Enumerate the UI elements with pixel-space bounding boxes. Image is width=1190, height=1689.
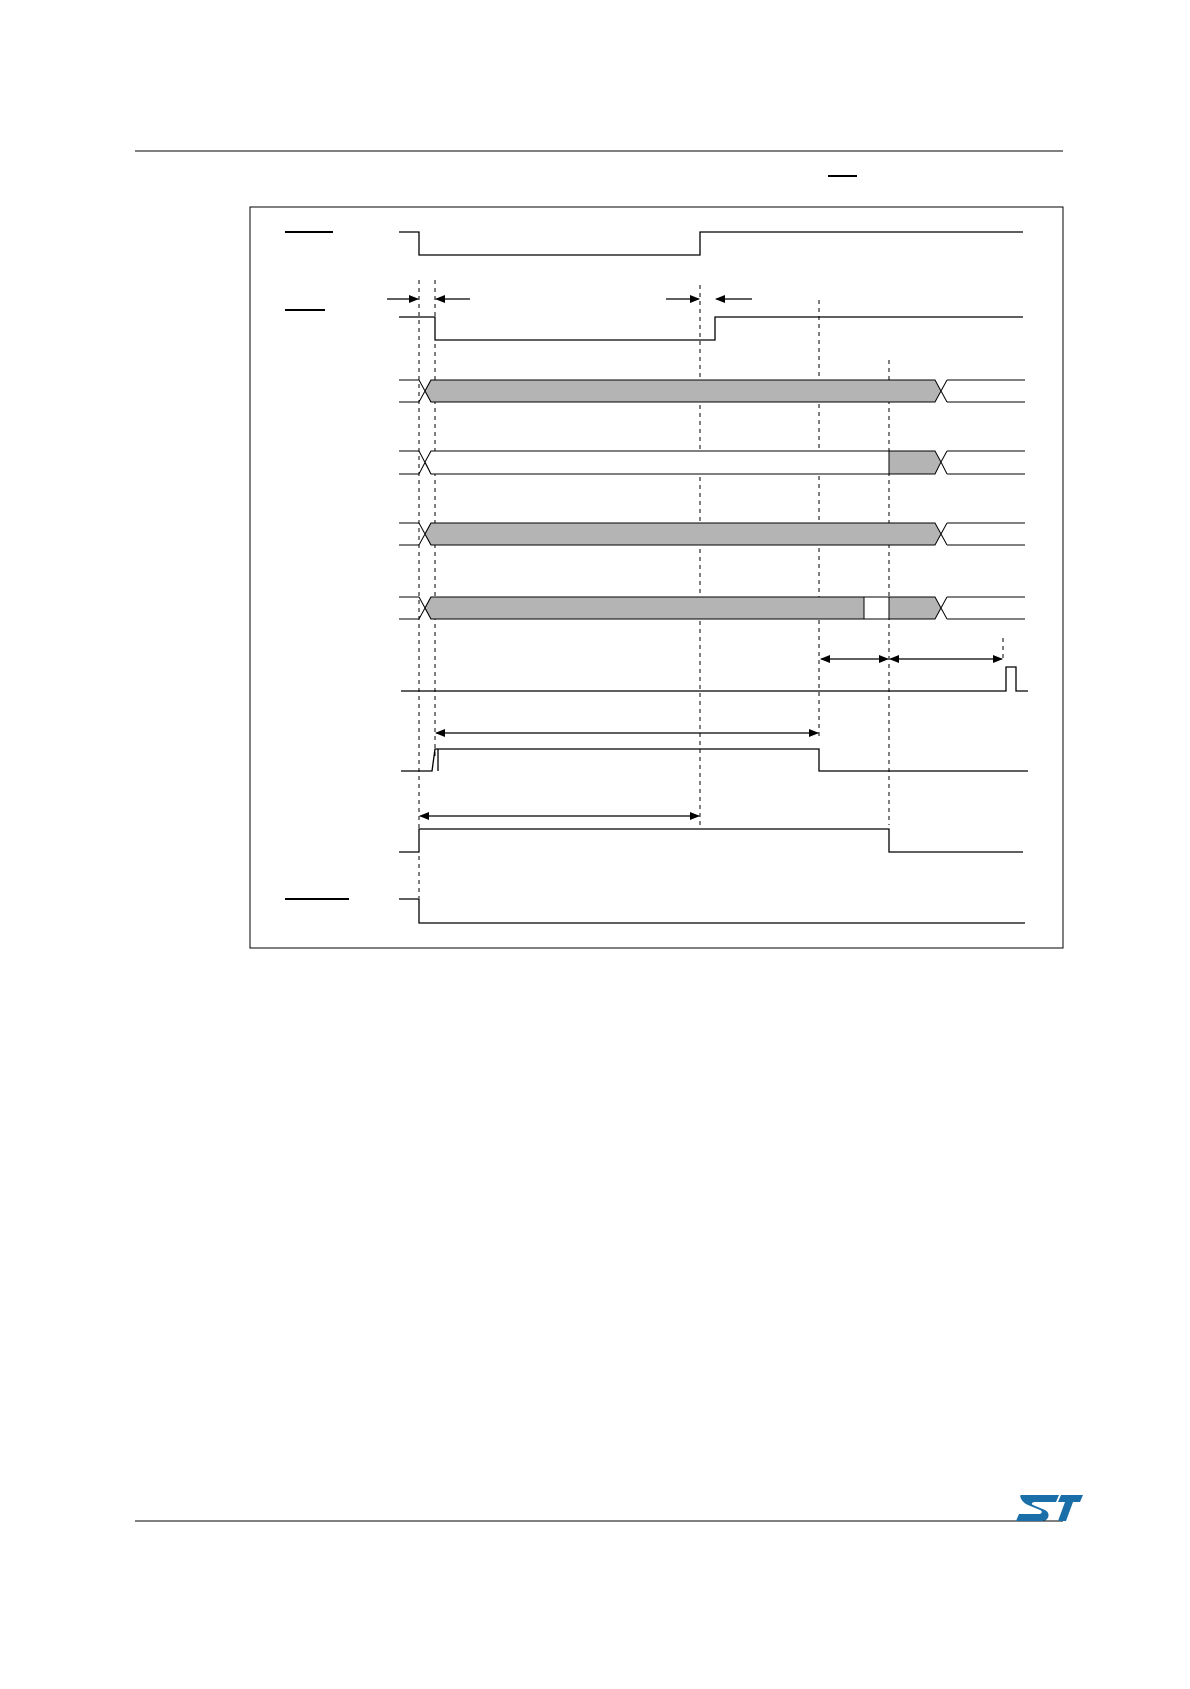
bus2-clear-segment — [425, 451, 889, 474]
st-logo-icon — [1016, 1495, 1083, 1521]
signal-sig8 — [399, 899, 1025, 923]
signal-sig1 — [399, 232, 1023, 255]
bus2-shaded-segment — [889, 451, 941, 474]
bus-bus4 — [399, 597, 1025, 619]
signal-sig6 — [401, 749, 1028, 771]
bus3-shaded-segment — [425, 523, 941, 545]
bus-bus1 — [399, 380, 1025, 402]
bus4-shaded-segment-2 — [889, 597, 941, 619]
bus4-clear-segment — [864, 597, 889, 619]
bus-bus2 — [399, 451, 1025, 474]
signal-sig7 — [399, 829, 1023, 852]
signal-sig2 — [399, 317, 1023, 340]
timing-arrows — [387, 299, 1002, 816]
bus-bus3 — [399, 523, 1025, 545]
bus1-shaded-segment — [425, 380, 941, 402]
dashed-markers — [419, 280, 1003, 898]
diagram-frame — [250, 207, 1063, 948]
bus4-shaded-segment-1 — [425, 597, 864, 619]
signal-pulse — [401, 667, 1028, 691]
